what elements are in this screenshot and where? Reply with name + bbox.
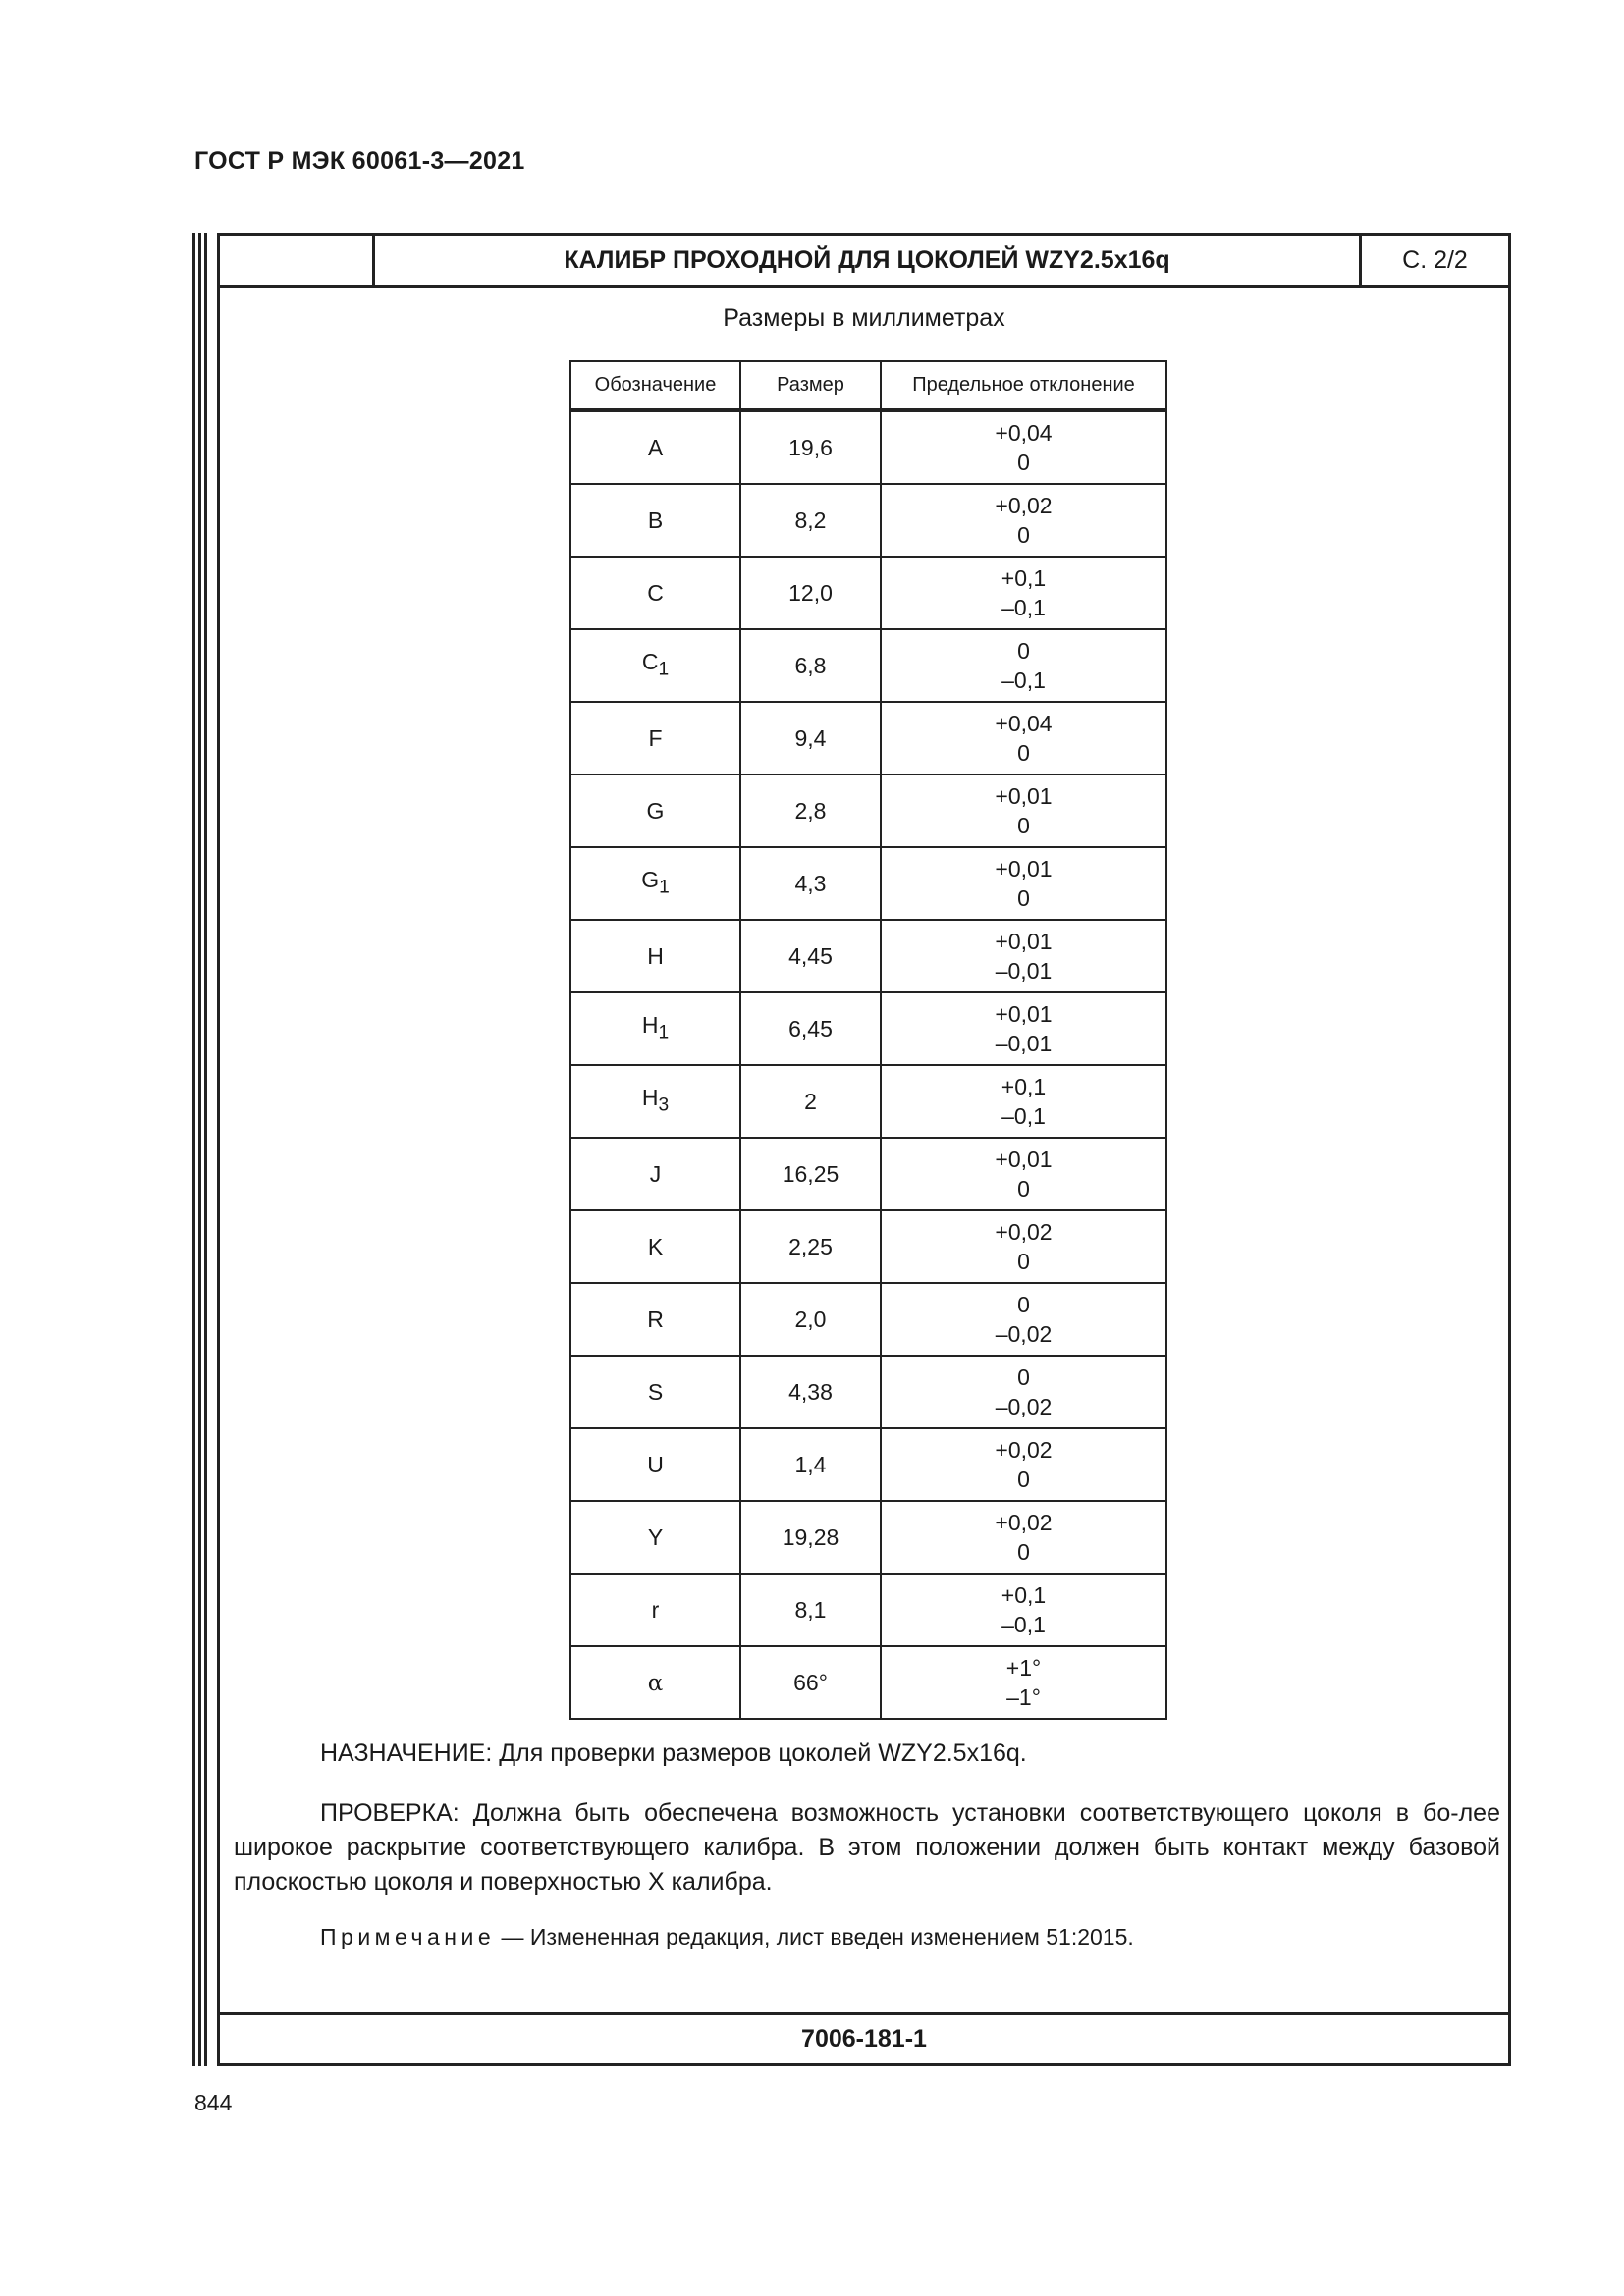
designation-symbol: G bbox=[641, 866, 660, 892]
size-cell: 66° bbox=[740, 1646, 881, 1719]
upper-deviation: +0,04 bbox=[995, 420, 1053, 446]
upper-deviation: +0,02 bbox=[995, 1510, 1053, 1535]
deviation-cell bbox=[881, 484, 1166, 557]
designation-cell bbox=[570, 920, 740, 992]
deviation-cell bbox=[881, 1574, 1166, 1646]
size-cell: 2,0 bbox=[740, 1283, 881, 1356]
deviation-cell bbox=[881, 1138, 1166, 1210]
size-cell: 6,8 bbox=[740, 629, 881, 702]
designation-symbol: α bbox=[647, 1670, 664, 1696]
lower-deviation: 0 bbox=[1017, 740, 1030, 766]
designation-cell bbox=[570, 1428, 740, 1501]
lower-deviation: –0,01 bbox=[995, 958, 1053, 984]
table-header-row bbox=[570, 361, 1166, 410]
note-paragraph bbox=[234, 1920, 1500, 1954]
header-empty-cell bbox=[220, 236, 375, 285]
designation-symbol: S bbox=[647, 1379, 664, 1405]
table-row bbox=[570, 774, 1166, 847]
table-row bbox=[570, 920, 1166, 992]
size-cell: 2,25 bbox=[740, 1210, 881, 1283]
deviation-cell bbox=[881, 1501, 1166, 1574]
deviation-cell bbox=[881, 557, 1166, 629]
designation-cell bbox=[570, 847, 740, 920]
upper-deviation: +0,1 bbox=[1001, 565, 1047, 591]
designation-cell bbox=[570, 1283, 740, 1356]
lower-deviation: 0 bbox=[1017, 1539, 1030, 1565]
designation-subscript: 3 bbox=[658, 1095, 670, 1116]
deviation-cell bbox=[881, 1283, 1166, 1356]
size-cell: 4,45 bbox=[740, 920, 881, 992]
lower-deviation: –0,01 bbox=[995, 1031, 1053, 1056]
upper-deviation: +1° bbox=[1005, 1655, 1042, 1681]
size-cell: 19,6 bbox=[740, 410, 881, 484]
table-row bbox=[570, 1210, 1166, 1283]
deviation-cell bbox=[881, 920, 1166, 992]
upper-deviation: +0,1 bbox=[1001, 1582, 1047, 1608]
designation-cell bbox=[570, 410, 740, 484]
lower-deviation: –0,1 bbox=[1001, 595, 1046, 620]
table-row bbox=[570, 484, 1166, 557]
note-label: Примечание bbox=[320, 1924, 496, 1949]
table-row bbox=[570, 702, 1166, 774]
designation-symbol: r bbox=[651, 1597, 660, 1623]
frame-border-line bbox=[204, 233, 207, 2066]
designation-symbol: U bbox=[647, 1452, 664, 1477]
check-paragraph: ПРОВЕРКА: Должна быть обеспечена возможность установки соответствующего цоколя в бо-лее широкое раскрытие соответствующего калибра. В этом положении должен быть контакт между базовой плоскостью цоколя и поверхностью X калибра. bbox=[234, 1799, 1500, 1896]
sheet-number: 7006-181-1 bbox=[220, 2012, 1508, 2063]
designation-cell bbox=[570, 1210, 740, 1283]
lower-deviation: –1° bbox=[1006, 1684, 1041, 1710]
column-header-deviation: Предельное отклонение bbox=[881, 361, 1166, 410]
upper-deviation: +0,01 bbox=[995, 783, 1053, 809]
table-row bbox=[570, 847, 1166, 920]
document-code: ГОСТ Р МЭК 60061-3—2021 bbox=[194, 147, 525, 175]
deviation-cell bbox=[881, 1646, 1166, 1719]
page-number: 844 bbox=[194, 2090, 233, 2115]
deviation-cell bbox=[881, 629, 1166, 702]
lower-deviation: –0,1 bbox=[1001, 667, 1046, 693]
dimensions-table bbox=[569, 360, 1167, 1720]
lower-deviation: 0 bbox=[1017, 885, 1030, 911]
table-row bbox=[570, 1283, 1166, 1356]
designation-symbol: F bbox=[648, 725, 663, 751]
lower-deviation: –0,1 bbox=[1001, 1103, 1046, 1129]
table-row bbox=[570, 1138, 1166, 1210]
designation-symbol: R bbox=[647, 1307, 664, 1332]
upper-deviation: +0,01 bbox=[995, 929, 1053, 954]
deviation-cell bbox=[881, 774, 1166, 847]
frame-border-line bbox=[192, 233, 195, 2066]
upper-deviation: 0 bbox=[1017, 638, 1030, 664]
designation-cell bbox=[570, 629, 740, 702]
deviation-cell bbox=[881, 410, 1166, 484]
designation-cell bbox=[570, 1065, 740, 1138]
lower-deviation: 0 bbox=[1017, 1467, 1030, 1492]
note-text: — Измененная редакция, лист введен изменением 51:2015. bbox=[495, 1924, 1134, 1949]
frame-border-line bbox=[198, 233, 201, 2066]
designation-subscript: 1 bbox=[658, 659, 670, 680]
table-row bbox=[570, 1574, 1166, 1646]
lower-deviation: 0 bbox=[1017, 1176, 1030, 1201]
deviation-cell bbox=[881, 1210, 1166, 1283]
size-cell: 8,2 bbox=[740, 484, 881, 557]
designation-cell bbox=[570, 992, 740, 1065]
designation-cell bbox=[570, 484, 740, 557]
designation-cell bbox=[570, 1574, 740, 1646]
units-note: Размеры в миллиметрах bbox=[723, 304, 1005, 332]
designation-subscript: 1 bbox=[659, 877, 670, 898]
lower-deviation: –0,1 bbox=[1001, 1612, 1046, 1637]
upper-deviation: +0,01 bbox=[995, 1001, 1053, 1027]
designation-symbol: Y bbox=[647, 1524, 664, 1550]
designation-cell bbox=[570, 702, 740, 774]
designation-cell bbox=[570, 1501, 740, 1574]
upper-deviation: +0,1 bbox=[1001, 1074, 1047, 1099]
designation-symbol: K bbox=[647, 1234, 664, 1259]
designation-symbol: A bbox=[647, 435, 664, 460]
size-cell: 12,0 bbox=[740, 557, 881, 629]
table-row bbox=[570, 1428, 1166, 1501]
size-cell: 2,8 bbox=[740, 774, 881, 847]
designation-cell bbox=[570, 1356, 740, 1428]
size-cell: 1,4 bbox=[740, 1428, 881, 1501]
designation-symbol: C bbox=[641, 648, 659, 674]
lower-deviation: 0 bbox=[1017, 1249, 1030, 1274]
designation-symbol: C bbox=[647, 580, 664, 606]
size-cell: 2 bbox=[740, 1065, 881, 1138]
table-row bbox=[570, 629, 1166, 702]
lower-deviation: 0 bbox=[1017, 522, 1030, 548]
column-header-size: Размер bbox=[740, 361, 881, 410]
table-row bbox=[570, 410, 1166, 484]
size-cell: 8,1 bbox=[740, 1574, 881, 1646]
upper-deviation: +0,01 bbox=[995, 1147, 1053, 1172]
designation-symbol: H bbox=[647, 943, 664, 969]
lower-deviation: 0 bbox=[1017, 450, 1030, 475]
lower-deviation: 0 bbox=[1017, 813, 1030, 838]
size-cell: 16,25 bbox=[740, 1138, 881, 1210]
lower-deviation: –0,02 bbox=[995, 1394, 1053, 1419]
size-cell: 9,4 bbox=[740, 702, 881, 774]
designation-symbol: G bbox=[646, 798, 665, 824]
size-cell: 6,45 bbox=[740, 992, 881, 1065]
size-cell: 4,38 bbox=[740, 1356, 881, 1428]
upper-deviation: +0,04 bbox=[995, 711, 1053, 736]
purpose-paragraph: НАЗНАЧЕНИЕ: Для проверки размеров цоколей WZY2.5x16q. bbox=[320, 1739, 1027, 1767]
designation-cell bbox=[570, 557, 740, 629]
designation-cell bbox=[570, 1646, 740, 1719]
deviation-cell bbox=[881, 992, 1166, 1065]
table-row bbox=[570, 557, 1166, 629]
text-block bbox=[234, 1736, 1500, 1954]
sheet-title: КАЛИБР ПРОХОДНОЙ ДЛЯ ЦОКОЛЕЙ WZY2.5x16q bbox=[375, 236, 1362, 285]
table-row bbox=[570, 1501, 1166, 1574]
upper-deviation: +0,01 bbox=[995, 856, 1053, 881]
size-cell: 19,28 bbox=[740, 1501, 881, 1574]
table-row bbox=[570, 1065, 1166, 1138]
designation-symbol: J bbox=[649, 1161, 662, 1187]
deviation-cell bbox=[881, 847, 1166, 920]
upper-deviation: +0,02 bbox=[995, 1219, 1053, 1245]
upper-deviation: +0,02 bbox=[995, 1437, 1053, 1463]
designation-symbol: H bbox=[641, 1011, 659, 1038]
sheet-page: С. 2/2 bbox=[1402, 245, 1468, 274]
designation-symbol: B bbox=[647, 507, 664, 533]
table-row bbox=[570, 1356, 1166, 1428]
designation-subscript: 1 bbox=[658, 1022, 670, 1043]
deviation-cell bbox=[881, 1065, 1166, 1138]
designation-cell bbox=[570, 774, 740, 847]
sheet-frame bbox=[217, 233, 1511, 2066]
lower-deviation: –0,02 bbox=[995, 1321, 1053, 1347]
sheet-header bbox=[220, 236, 1508, 288]
upper-deviation: 0 bbox=[1017, 1292, 1030, 1317]
deviation-cell bbox=[881, 1428, 1166, 1501]
table-row bbox=[570, 992, 1166, 1065]
designation-symbol: H bbox=[641, 1084, 659, 1110]
upper-deviation: +0,02 bbox=[995, 493, 1053, 518]
designation-cell bbox=[570, 1138, 740, 1210]
table-row bbox=[570, 1646, 1166, 1719]
size-cell: 4,3 bbox=[740, 847, 881, 920]
upper-deviation: 0 bbox=[1017, 1364, 1030, 1390]
deviation-cell bbox=[881, 1356, 1166, 1428]
column-header-designation: Обозначение bbox=[570, 361, 740, 410]
deviation-cell bbox=[881, 702, 1166, 774]
